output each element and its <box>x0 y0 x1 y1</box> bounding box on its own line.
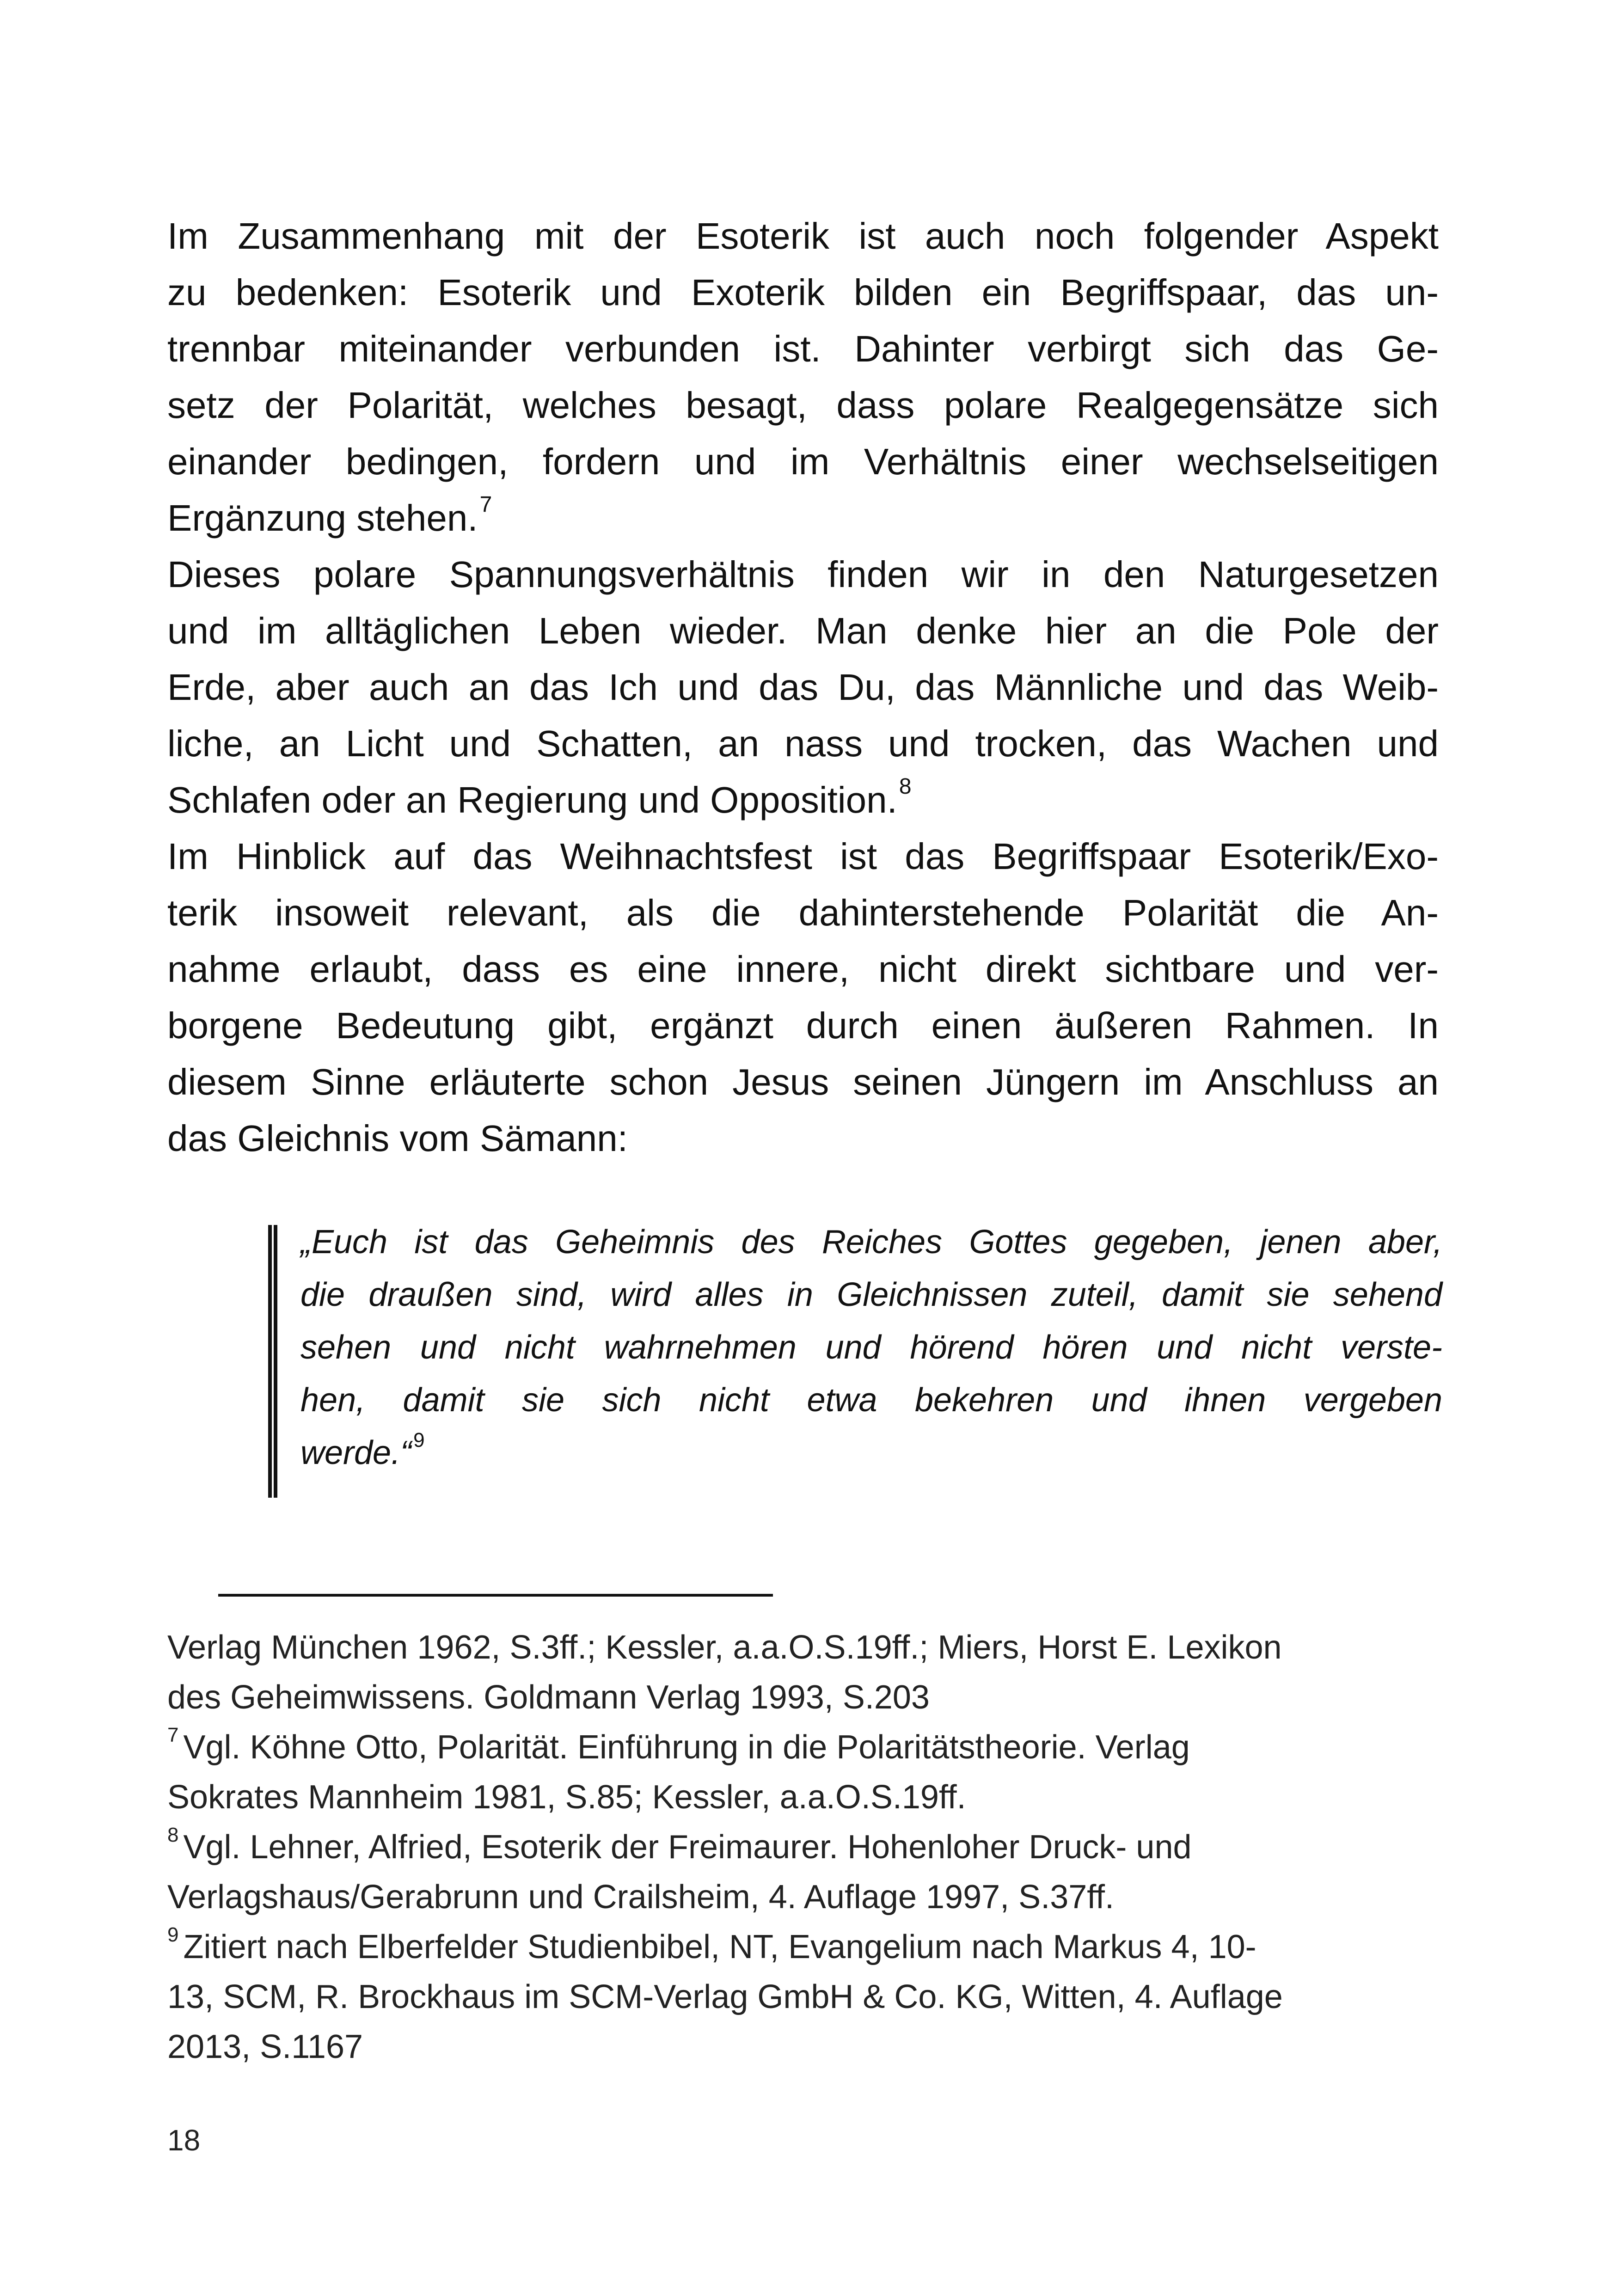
page-number: 18 <box>167 2124 201 2157</box>
footnote-8 <box>167 1822 1439 1872</box>
body-line: Im Zusammenhang mit der Esoterik ist auch noch folgender Aspekt <box>167 215 1439 257</box>
footnote-ref-9[interactable]: 9 <box>413 1429 425 1451</box>
footnote-7-line: Sokrates Mannheim 1981, S.85; Kessler, a.a.O.S.19ff. <box>167 1779 966 1816</box>
body-line: und im alltäglichen Leben wieder. Man denke hier an die Pole der <box>167 610 1439 651</box>
footnote-number: 9 <box>167 1923 179 1946</box>
body-line: zu bedenken: Esoterik und Exoterik bilden ein Begriffspaar, das un- <box>167 272 1439 313</box>
footnote-8-line: Verlagshaus/Gerabrunn und Crailsheim, 4. Auflage 1997, S.37ff. <box>167 1879 1114 1916</box>
quote-line: hen, damit sie sich nicht etwa bekehren und ihnen vergeben <box>300 1382 1442 1419</box>
quote-line: die draußen sind, wird alles in Gleichnissen zuteil, damit sie sehend <box>300 1276 1442 1313</box>
body-line: einander bedingen, fordern und im Verhältnis einer wechselseitigen <box>167 441 1439 482</box>
footnote-continuation-line: des Geheimwissens. Goldmann Verlag 1993, S.203 <box>167 1679 930 1716</box>
footnote-text: Vgl. Köhne Otto, Polarität. Einführung in die Polaritätstheorie. Verlag <box>183 1729 1190 1766</box>
footnote-ref-8[interactable]: 8 <box>899 774 912 799</box>
body-line: terik insoweit relevant, als die dahinterstehende Polarität die An- <box>167 892 1439 933</box>
body-line: diesem Sinne erläuterte schon Jesus seinen Jüngern im Anschluss an <box>167 1061 1439 1102</box>
body-line-with-footnote <box>167 490 1439 546</box>
footnotes <box>167 1623 1439 2072</box>
footnote-text: Vgl. Lehner, Alfried, Esoterik der Freimaurer. Hohenloher Druck- und <box>183 1829 1192 1866</box>
block-quote <box>268 1216 1442 1498</box>
body-line: Im Hinblick auf das Weihnachtsfest ist das Begriffspaar Esoterik/Exo- <box>167 836 1439 877</box>
body-line: das Gleichnis vom Sämann: <box>167 1118 628 1159</box>
body-line-text: Schlafen oder an Regierung und Opposition. <box>167 779 897 820</box>
quote-line-with-footnote <box>300 1427 1442 1479</box>
body-line: setz der Polarität, welches besagt, dass polare Realgegensätze sich <box>167 385 1439 426</box>
footnote-text: Zitiert nach Elberfelder Studienbibel, NT, Evangelium nach Markus 4, 10- <box>183 1929 1256 1965</box>
body-line: Dieses polare Spannungsverhältnis finden wir in den Naturgesetzen <box>167 554 1439 595</box>
footnote-separator <box>218 1594 773 1597</box>
quote-line: „Euch ist das Geheimnis des Reiches Gottes gegeben, jenen aber, <box>300 1224 1442 1261</box>
footnote-continuation-line: Verlag München 1962, S.3ff.; Kessler, a.a.O.S.19ff.; Miers, Horst E. Lexikon <box>167 1629 1282 1666</box>
quote-line: sehen und nicht wahrnehmen und hörend hören und nicht verste- <box>300 1329 1442 1366</box>
body-line-text: Ergänzung stehen. <box>167 497 478 539</box>
footnote-9-line: 2013, S.1167 <box>167 2028 363 2065</box>
body-line: trennbar miteinander verbunden ist. Dahinter verbirgt sich das Ge- <box>167 328 1439 369</box>
footnote-9 <box>167 1922 1439 1972</box>
footnote-7 <box>167 1722 1439 1772</box>
body-line-with-footnote <box>167 772 1439 828</box>
body-line: Erde, aber auch an das Ich und das Du, das Männliche und das Weib- <box>167 667 1439 708</box>
quote-line-text: werde.“ <box>300 1434 412 1471</box>
footnote-number: 7 <box>167 1724 179 1746</box>
footnote-ref-7[interactable]: 7 <box>479 492 492 517</box>
quote-text <box>300 1216 1442 1479</box>
footnote-9-line: 13, SCM, R. Brockhaus im SCM-Verlag GmbH & Co. KG, Witten, 4. Auflage <box>167 1978 1283 2015</box>
body-line: borgene Bedeutung gibt, ergänzt durch einen äußeren Rahmen. In <box>167 1005 1439 1046</box>
body-text <box>167 208 1439 1167</box>
quote-double-bar <box>268 1225 277 1498</box>
body-line: liche, an Licht und Schatten, an nass und trocken, das Wachen und <box>167 723 1439 764</box>
body-line: nahme erlaubt, dass es eine innere, nicht direkt sichtbare und ver- <box>167 949 1439 990</box>
footnote-number: 8 <box>167 1824 179 1846</box>
